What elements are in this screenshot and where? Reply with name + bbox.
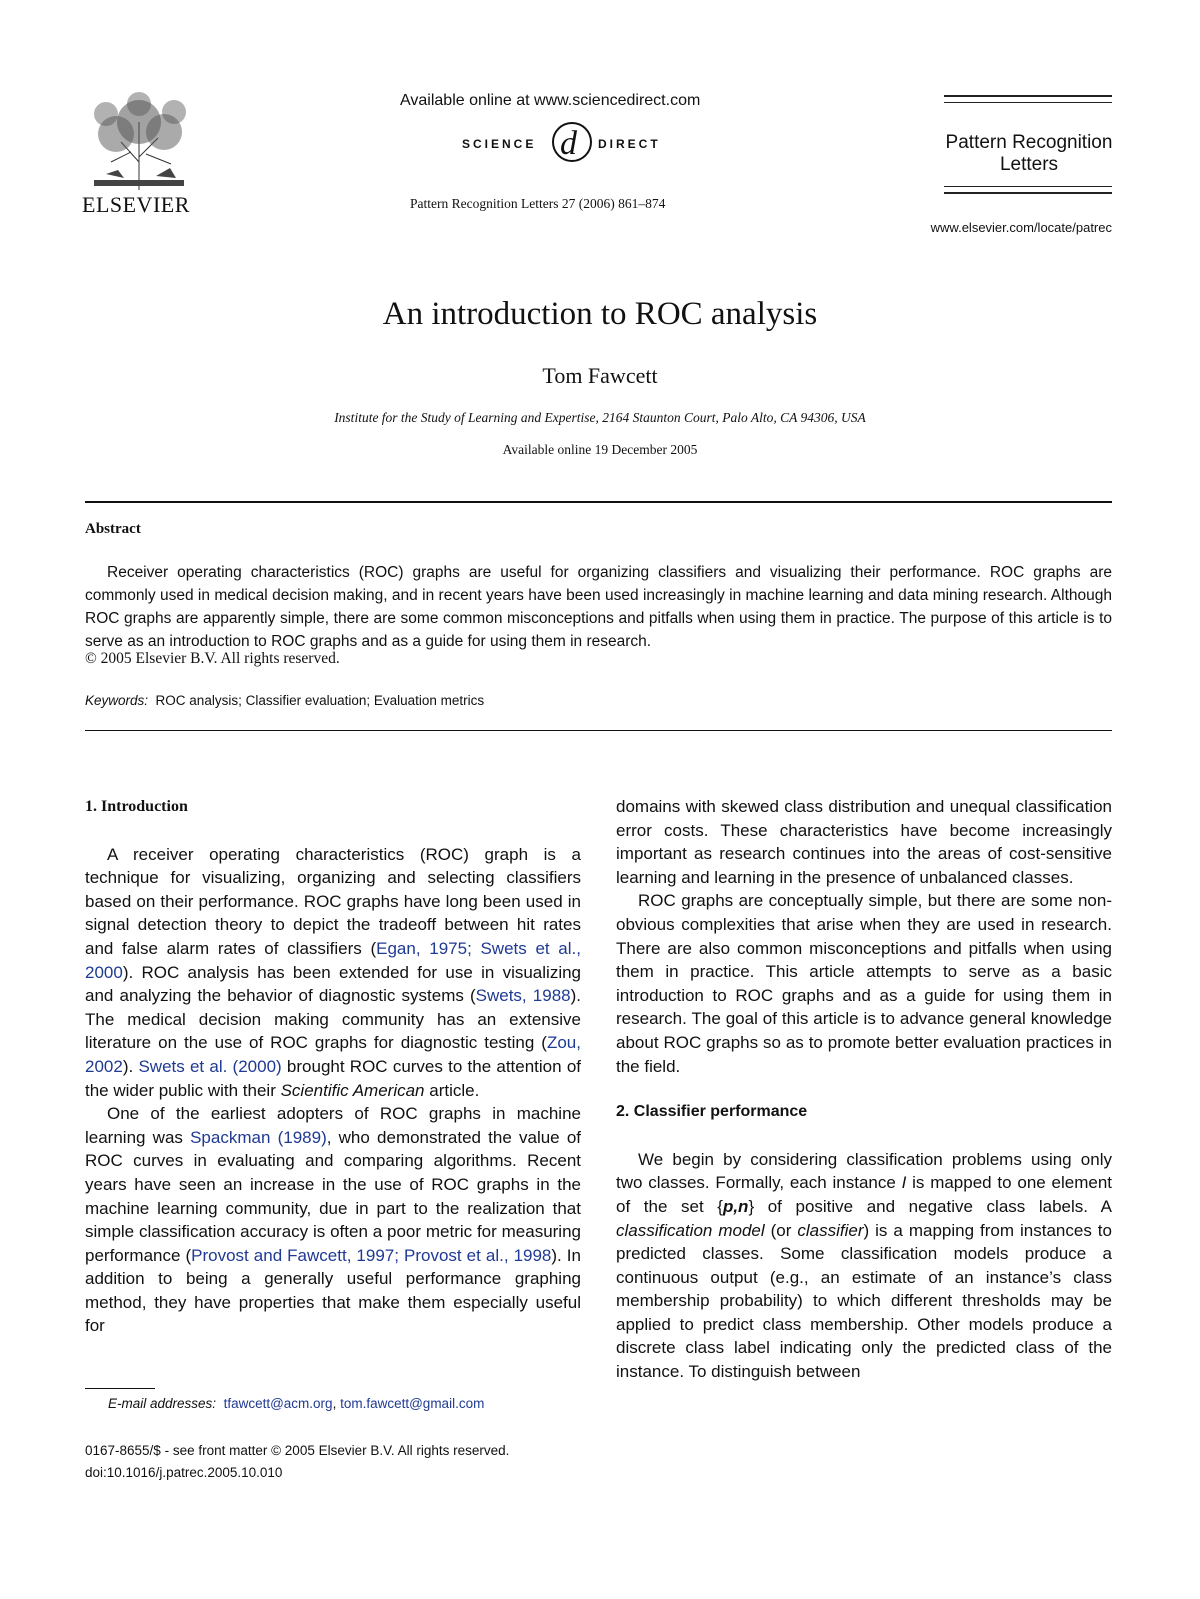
keywords-line [85,693,484,708]
sd-right-word: DIRECT [598,137,661,151]
abstract-heading: Abstract [85,521,141,537]
paper-author: Tom Fawcett [542,363,658,388]
text-run: ) is a mapping from instances to predicted classes. Some classification models produce a continuous output (e.g., an estimate of an instance’s class membership probability) to which different thresholds may be applied to predict class membership. Other models produce a discrete class label indicating only the predicted class of the instance. To distinguish between [616,1220,1112,1382]
author-affiliation: Institute for the Study of Learning and Expertise, 2164 Staunton Court, Palo Alto, CA 94306, USA [334,410,866,425]
left-column [85,795,581,1338]
intro-paragraph-2 [85,1102,581,1338]
issn-line: 0167-8655/$ - see front matter © 2005 Elsevier B.V. All rights reserved. [85,1443,510,1458]
intro-paragraph-4: ROC graphs are conceptually simple, but there are some non-obvious complexities that arise when they are used in research. There are also common misconceptions and pitfalls when using them in practice. This article attempts to serve as a basic introduction to ROC graphs and as a guide for using them in research. The goal of this article is to advance general knowledge about ROC graphs so as to promote better evaluation practices in the field. [616,891,1112,1076]
text-run: brought ROC curves to the attention of the wider public with their [85,1056,581,1100]
doi-line: doi:10.1016/j.patrec.2005.10.010 [85,1465,283,1480]
text-run: , who demonstrated the value of ROC curves in evaluating and comparing algorithms. Recent years have seen an increase in the use of ROC graphs in the machine learning community, due in part to the realization that simple classification accuracy is often a poor metric for measuring performance ( [85,1127,581,1265]
text-run: } of positive and negative class labels. A [748,1196,1113,1216]
text-run: (or [764,1220,798,1240]
abstract-body [85,561,1112,653]
sd-mark: d [560,125,577,162]
citation-link[interactable]: Zou, 2002 [85,1033,581,1076]
email-footnote [108,1396,484,1411]
issn-block [85,1440,509,1484]
intro-paragraph-3: domains with skewed class distribution and unequal classification error costs. These characteristics have become increasingly important as research continues into the areas of cost-sensitive learning and learning in the presence of unbalanced classes. [616,797,1112,887]
abstract-text: Receiver operating characteristics (ROC) graphs are useful for organizing classifiers and visualizing their performance. ROC graphs are commonly used in medical decision making, and in recent years have been used increasingly in machine learning and data mining research. Although ROC graphs are apparently simple, there are some common misconceptions and pitfalls when using them in practice. The purpose of this article is to serve as an introduction to ROC graphs and as a guide for using them in research. [85,564,1112,650]
text-run: article. [424,1080,480,1100]
email-link[interactable]: tfawcett@acm.org [223,1396,333,1411]
intro-paragraph-1 [85,843,581,1103]
abstract-top-rule [85,501,1112,503]
abstract-bottom-rule [85,730,1112,731]
sciencedirect-logo [462,120,762,164]
paper-title: An introduction to ROC analysis [382,296,818,332]
text-run: ). ROC analysis has been extended for use in visualizing and analyzing the behavior of diagnostic systems ( [85,962,581,1006]
citation-link[interactable]: Swets, 1988 [475,986,571,1006]
header-rule [944,95,1112,97]
elsevier-tree-logo [86,92,192,190]
emphasis: Scientific American [280,1080,425,1100]
classifier-paragraph-1 [616,1148,1112,1384]
citation-link[interactable]: Spackman (1989) [190,1127,327,1147]
available-date: Available online 19 December 2005 [502,442,698,457]
text-run: ). In addition to being a generally useful performance graphing method, they have properties that make them especially useful for [85,1245,581,1336]
email-label: E-mail addresses: [108,1396,217,1411]
emphasis: classification model [616,1220,765,1240]
email-link[interactable]: tom.fawcett@gmail.com [340,1396,485,1411]
header-rule [944,192,1112,194]
text-run: ). The medical decision making community has an extensive literature on the use of ROC graphs for diagnostic testing ( [85,986,581,1053]
set-notation: p,n [722,1196,749,1216]
available-online-notice: Available online at www.sciencedirect.com [400,92,701,109]
emphasis: classifier [797,1220,864,1240]
header-rule [944,102,1112,103]
abstract-copyright: © 2005 Elsevier B.V. All rights reserved. [85,650,340,667]
keywords-label: Keywords: [85,693,149,708]
journal-url[interactable]: www.elsevier.com/locate/patrec [930,220,1112,235]
citation-link[interactable]: Provost and Fawcett, 1997; Provost et al., 1998 [191,1245,552,1265]
right-column [616,795,1112,1384]
citation-link[interactable]: Egan, 1975; Swets et al., 2000 [85,938,581,982]
section-2-heading: 2. Classifier performance [616,1103,808,1121]
email-separator: , [332,1396,341,1411]
text-run: One of the earliest adopters of ROC graphs in machine learning was [85,1104,581,1147]
journal-name: Pattern Recognition Letters [945,132,1113,175]
journal-reference: Pattern Recognition Letters 27 (2006) 861–874 [410,196,666,211]
sd-left-word: SCIENCE [462,137,537,151]
variable: I [901,1173,907,1193]
section-1-heading: 1. Introduction [85,798,188,815]
header-rule [944,186,1112,187]
text-run: We begin by considering classification problems using only two classes. Formally, each instance [616,1149,1112,1193]
publisher-name: ELSEVIER [82,192,190,217]
citation-link[interactable]: Swets et al. (2000) [138,1056,282,1076]
text-run: A receiver operating characteristics (ROC) graph is a technique for visualizing, organizing and selecting classifiers based on their performance. ROC graphs have long been used in signal detection theory to depict the tradeoff between hit rates and false alarm rates of classifiers ( [85,844,581,958]
keywords-list: ROC analysis; Classifier evaluation; Evaluation metrics [155,693,485,708]
text-run: is mapped to one element of the set { [616,1173,1112,1216]
footnote-rule [85,1388,155,1389]
text-run: ). [122,1056,139,1076]
